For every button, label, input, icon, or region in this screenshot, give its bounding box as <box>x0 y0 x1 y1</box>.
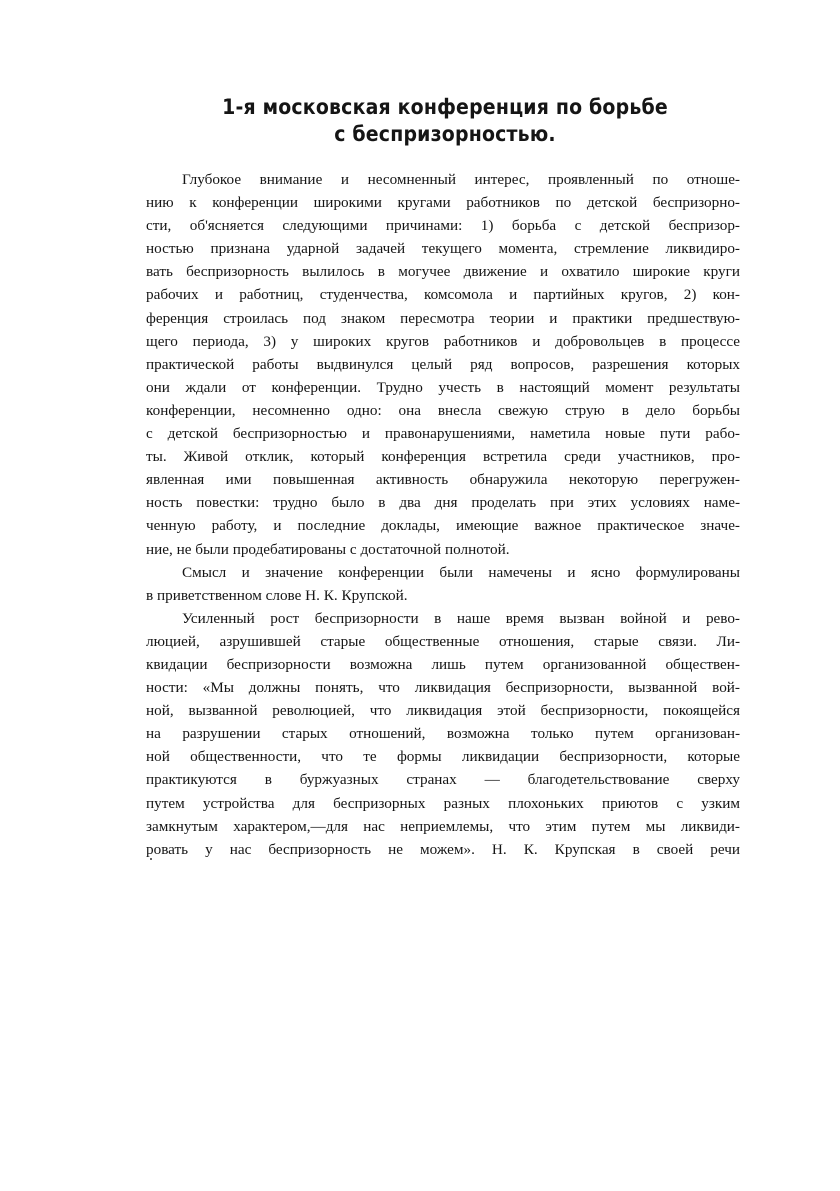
text-line: с детской беспризорностью и правонарушениями, наметила новые пути рабо- <box>146 425 740 443</box>
text-line: ной общественности, что те формы ликвидации беспризорности, которые <box>146 748 740 766</box>
text-line: они ждали от конференции. Трудно учесть в настоящий момент результаты <box>146 378 740 396</box>
text-line: явленная ими повышенная активность обнаружила некоторую перегружен- <box>146 471 740 489</box>
text-line: в приветственном слове Н. К. Крупской. <box>146 586 408 604</box>
text-line: практикуются в буржуазных странах — благодетельствование сверху <box>146 771 740 789</box>
text-line: рабочих и работниц, студенчества, комсомола и партийных кругов, 2) кон- <box>146 286 740 304</box>
text-line: ченную работу, и последние доклады, имеющие важное практическое значе- <box>146 517 740 535</box>
text-line: конференции, несомненно одно: она внесла свежую струю в дело борьбы <box>146 401 740 419</box>
text-line: люцией, азрушившей старые общественные отношения, старые связи. Ли- <box>146 632 740 650</box>
paragraph-2 <box>146 561 740 607</box>
text-line: Смысл и значение конференции были намечены и ясно формулированы <box>182 563 740 581</box>
text-line: Глубокое внимание и несомненный интерес, проявленный по отноше- <box>182 171 740 188</box>
paragraph-3 <box>146 607 740 861</box>
title-line-1: 1-я московская конференция по борьбе <box>222 95 668 119</box>
text-line: ной, вызванной революцией, что ликвидация этой беспризорности, покоящейся <box>146 702 740 720</box>
text-line: вать беспризорность вылилось в могучее движение и охватило широкие круги <box>146 263 740 281</box>
text-line: квидации беспризорности возможна лишь путем организованной обществен- <box>146 655 740 673</box>
article-title <box>120 94 770 148</box>
text-line: замкнутым характером,—для нас неприемлемы, что этим путем мы ликвиди- <box>146 817 740 835</box>
text-line: ностью признана ударной задачей текущего момента, стремление ликвидиро- <box>146 240 740 258</box>
text-line: щего периода, 3) у широких кругов работников и добровольцев в процессе <box>146 332 740 350</box>
text-line: ференция строилась под знаком пересмотра теории и практики предшествую- <box>146 309 740 327</box>
article-body <box>146 168 740 861</box>
print-speck <box>150 858 152 860</box>
text-line: ние, не были продебатированы с достаточной полнотой. <box>146 540 510 558</box>
text-line: путем устройства для беспризорных разных плохоньких приютов с узким <box>146 794 740 812</box>
text-line: сти, об'ясняется следующими причинами: 1) борьба с детской беспризор- <box>146 217 740 235</box>
text-line: практической работы выдвинулся целый ряд вопросов, разрешения которых <box>146 355 740 373</box>
text-line: ровать у нас беспризорность не можем». Н. К. Крупская в своей речи <box>146 840 740 858</box>
text-line: ность повестки: трудно было в два дня проделать при этих условиях наме- <box>146 494 740 512</box>
text-line: на разрушении старых отношений, возможна только путем организован- <box>146 725 740 743</box>
paragraph-1 <box>146 168 740 561</box>
text-line: нию к конференции широкими кругами работников по детской беспризорно- <box>146 194 740 212</box>
text-line: ности: «Мы должны понять, что ликвидация беспризорности, вызванной вой- <box>146 679 740 697</box>
text-line: ты. Живой отклик, который конференция встретила среди участников, про- <box>146 448 740 466</box>
title-line-2: с беспризорностью. <box>334 122 556 146</box>
text-line: Усиленный рост беспризорности в наше время вызван войной и рево- <box>182 609 740 627</box>
